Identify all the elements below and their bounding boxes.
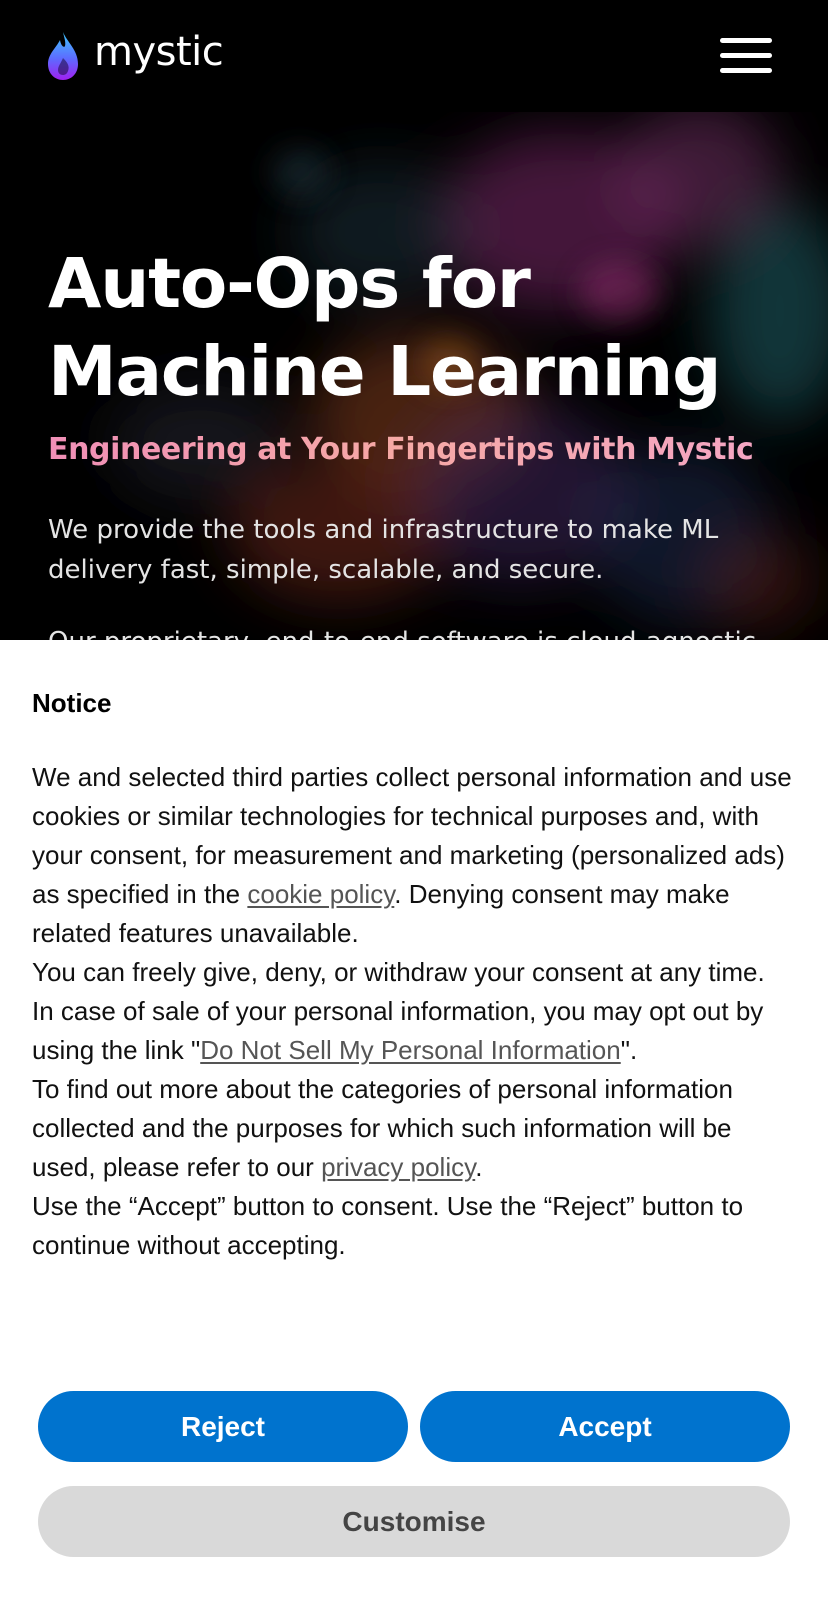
hamburger-menu-button[interactable]	[718, 34, 774, 78]
hero-content	[48, 240, 818, 662]
hero-heading-line-1: Auto-Ops for	[48, 244, 530, 324]
do-not-sell-link[interactable]: Do Not Sell My Personal Information	[200, 1035, 621, 1065]
top-bar	[0, 0, 828, 112]
consent-text: In case of sale of your personal information, you may opt out by using the link "	[32, 996, 764, 1065]
hero-heading	[48, 240, 818, 416]
consent-text: ".	[620, 1035, 638, 1065]
hamburger-menu-icon-bar	[720, 68, 772, 73]
consent-text: . Denying consent may make related features unavailable.	[32, 879, 730, 948]
consent-body	[32, 758, 802, 1265]
reject-button[interactable]: Reject	[38, 1391, 408, 1462]
privacy-policy-link[interactable]: privacy policy	[321, 1152, 476, 1182]
consent-text: To find out more about the categories of personal information collected and the purposes for which such information will be used, please refer to our	[32, 1074, 733, 1182]
accept-button[interactable]: Accept	[420, 1391, 790, 1462]
hero-heading-line-2: Machine Learning	[48, 332, 721, 412]
consent-title: Notice	[32, 688, 112, 718]
cookie-consent-banner	[0, 640, 828, 1600]
hero-section	[0, 112, 828, 640]
hamburger-menu-icon	[720, 38, 772, 43]
flame-logo-icon	[46, 30, 80, 82]
consent-paragraph: You can freely give, deny, or withdraw your consent at any time.	[32, 957, 765, 987]
consent-paragraph: Use the “Accept” button to consent. Use the “Reject” button to continue without accepting.	[32, 1191, 744, 1260]
hero-description: We provide the tools and infrastructure to make ML delivery fast, simple, scalable, and secure.	[48, 515, 719, 585]
consent-text: We and selected third parties collect personal information and use cookies or similar technologies for technical purposes and, with your consent, for measurement and marketing (personalized ads) as specified in the	[32, 762, 792, 909]
consent-paragraph	[32, 1070, 802, 1187]
cookie-policy-link[interactable]: cookie policy	[247, 879, 395, 909]
hamburger-menu-icon-bar	[720, 53, 772, 58]
hero-tagline: Engineering at Your Fingertips with Mystic	[48, 430, 818, 470]
consent-text: .	[475, 1152, 483, 1182]
consent-paragraph	[32, 992, 802, 1070]
customise-button[interactable]: Customise	[38, 1486, 790, 1557]
brand-name: mystic	[94, 29, 224, 75]
brand-logo[interactable]	[46, 30, 223, 82]
consent-paragraph	[32, 758, 802, 953]
